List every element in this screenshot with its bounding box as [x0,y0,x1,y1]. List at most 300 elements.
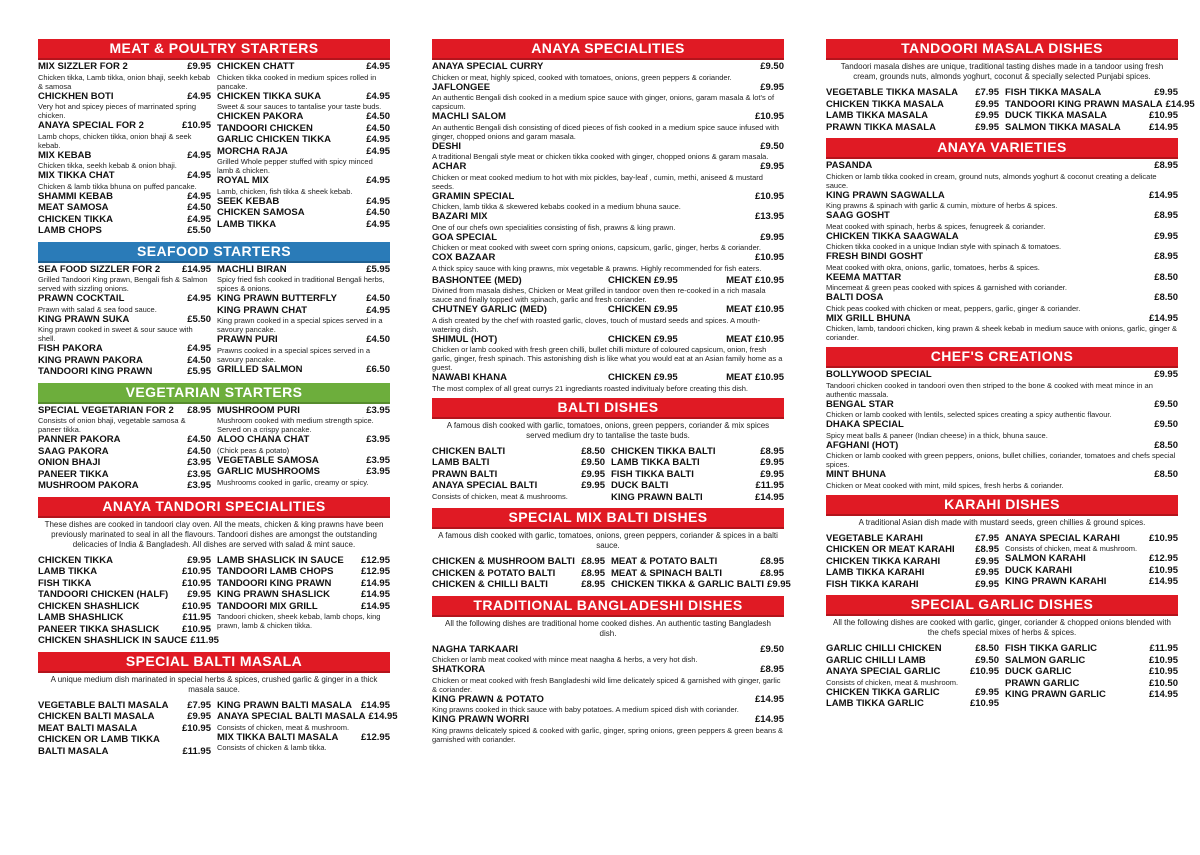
item-price: £14.95 [1148,189,1178,201]
item-column-left [38,554,219,647]
item-description: Chicken or meat, highly spiced, cooked with tomatoes, onions, green peppers & coriander. [432,72,732,82]
menu-item [38,434,211,446]
item-price: £9.95 [767,579,791,590]
item-price: £4.95 [187,170,211,181]
item-name: PRAWN PURI [217,334,278,345]
item-name: GOA SPECIAL [432,231,498,243]
menu-item-row [826,272,1178,284]
menu-item-row [217,434,390,446]
item-description: Chicken tikka, seekh kebab & onion bhaji. [38,161,177,170]
item-name: BENGAL STAR [826,398,894,410]
menu-item [217,175,390,196]
menu-item [432,469,605,481]
item-name: PANEER TIKKA [38,468,109,480]
item-name: DUCK GARLIC [1005,666,1072,677]
menu-item-row [217,123,390,135]
menu-item [826,272,1178,293]
item-price: £14.95 [360,699,390,711]
section-bangladeshi [432,643,784,746]
item-name: SEEK KEBAB [217,195,280,207]
menu-item [38,457,211,469]
item-price: £5.50 [187,313,211,325]
item-price: £5.95 [187,366,211,377]
menu-item [38,723,211,735]
menu-item [432,556,605,568]
item-name: ANAYA SPECIAL BALTI MASALA [217,711,366,722]
item-description: Tandoori chicken cooked in tandoori oven then striped to the bone & cooked with meat mince in an authentic massala. [826,380,1153,399]
menu-item [217,264,390,294]
item-name: SALMON GARLIC [1005,654,1086,666]
item-description: Very hot and spicey pieces of marrinated spring chicken. [38,102,197,120]
item-description: Chicken or lamb cooked with fresh green chilli, bullet chilli mixture of coloured capsicum, onion, fresh garlic, ginger, fresh spinach. This astonishing dish is like what you would eat at an Asian family home as a guest. [432,345,783,372]
menu-item [38,711,211,723]
section-intro-mix-balti: A famous dish cooked with garlic, tomatoes, onions, green peppers, coriander & spices in a balti sauce. [438,531,778,550]
item-price: £9.50 [581,457,605,468]
menu-item-row [826,533,999,545]
item-price: £4.95 [187,213,211,225]
item-price: £14.95 [368,711,398,722]
menu-item [217,111,390,123]
item-name: BOLLYWOOD SPECIAL [826,369,932,380]
menu-item-row [217,334,390,346]
section-intro-balti: A famous dish cooked with garlic, tomatoes, onions, green peppers, coriander & mix spices served medium dry to tantalise the taste buds. [446,420,770,440]
item-name: SPECIAL VEGETARIAN FOR 2 [38,404,174,416]
item-price: £10.95 [181,600,211,612]
menu-item-row [432,446,605,458]
item-name: GARLIC MUSHROOMS [217,466,320,477]
menu-item [38,314,211,344]
menu-item-row [432,211,784,223]
menu-item-row [432,714,784,726]
section-header-garlic: SPECIAL GARLIC DISHES [826,595,1178,616]
item-price: £8.95 [187,404,211,416]
section-header-balti-masala: SPECIAL BALTI MASALA [38,652,390,673]
menu-item-row [217,466,390,478]
item-name: CHICKEN TIKKA KARAHI [826,555,941,567]
menu-item-row [432,82,784,94]
menu-item-row [38,150,211,162]
section-header-seafood: SEAFOOD STARTERS [38,242,390,263]
item-price: £10.50 [1148,677,1178,689]
section-varieties [826,159,1178,344]
menu-item-row [1005,655,1178,667]
menu-item [826,292,1178,313]
menu-item [38,405,211,435]
item-price: £4.50 [366,334,390,345]
item-column-right [1005,643,1178,710]
menu-item [1005,689,1178,701]
menu-item [432,446,605,458]
item-column-left [826,533,999,591]
item-description: Divined from masala dishes, Chicken or Meat grilled in tandoor oven then re-cooked in a rich masala sauce and finally topped with spinach, garlic and fresh coriander. [432,286,766,304]
section-header-tandoori-masala: TANDOORI MASALA DISHES [826,39,1178,60]
menu-item-row [826,643,999,655]
item-price: £4.50 [187,445,211,457]
section-chef [826,368,1178,492]
item-description: Grilled Whole pepper stuffed with spicy minced lamb & chicken. [217,157,373,175]
item-price: £14.95 [360,577,390,589]
item-description: Chicken or lamb tikka cooked in cream, ground nuts, almonds yoghurt & coconut creating a delicate sauce. [826,171,1157,190]
item-description: Consists of chicken, meat & mushrooms. [432,491,568,501]
item-description: Spicy meat balls & paneer (Indian cheese) in a thick, bhuna sauce. [826,430,1048,440]
item-price: £8.50 [1154,439,1178,451]
item-column-right [1005,533,1178,591]
item-price: £9.95 [187,711,211,722]
item-description: Chicken or meat cooked with sweet corn spring onions, capsicum, garlic, ginger, herbs & coriander. [432,243,761,252]
item-name: SEA FOOD SIZZLER FOR 2 [38,263,161,275]
menu-item [432,579,605,591]
item-description: Chicken tikka cooked in medium spices rolled in pancake. [217,72,377,91]
menu-item-row [611,492,784,504]
item-price: £8.95 [975,544,999,555]
item-description: Chicken or meat cooked with fresh Bangladeshi wild lime delicately spiced & garnished with ginger, garlic & coriander. [432,675,781,694]
item-price: £8.95 [581,567,605,579]
item-name: CHICKEN BALTI [432,445,506,457]
item-name: KING PRAWN SHASLICK [217,589,330,600]
menu-item-row [826,110,999,122]
item-name: SHATKORA [432,664,486,675]
item-description: The most complex of all great currys 21 ingrediants roasted indivitualy before creating this dish. [432,383,748,393]
item-price: £9.95 [581,480,605,491]
menu-item [432,232,784,253]
item-name: LAMB TIKKA KARAHI [826,567,925,578]
menu-item-row [38,293,211,305]
item-price: £10.95 [1148,564,1178,576]
item-name: CHICKEN & MUSHROOM BALTI [432,556,575,567]
menu-item-row [826,698,999,710]
item-name: MIX SIZZLER FOR 2 [38,61,128,72]
item-price: £8.50 [1154,469,1178,480]
menu-item [611,579,791,591]
item-name: CHICKEN OR MEAT KARAHI [826,544,955,555]
menu-item [432,82,784,112]
item-price: £8.50 [581,445,605,457]
item-description: Meat cooked with okra, onions, garlic, tomatoes, herbs & spices. [826,262,1040,272]
menu-item-row [826,210,1178,222]
item-price: £14.95 [1148,576,1178,587]
menu-item-row [611,556,784,568]
item-name: ANAYA SPECIAL KARAHI [1005,532,1120,544]
item-name: LAMB CHOPS [38,225,102,236]
menu-item-row [432,304,784,316]
item-column-left [38,405,211,492]
section-header-balti: BALTI DISHES [432,398,784,419]
item-price: £13.95 [754,211,784,222]
section-intro-balti-masala: A unique medium dish marinated in special herbs & spices, crushed garlic & ginger in a thick masala sauce. [50,674,378,694]
item-description: A thick spicy sauce with king prawns, mix vegetable & prawns. Highly recommended for fish eaters. [432,263,762,273]
menu-item-row [38,366,211,378]
menu-item-row [1005,666,1178,678]
item-price: £8.95 [581,579,605,590]
item-description: Chicken tikka cooked in a unique Indian style with spinach & tomatoes. [826,242,1062,251]
item-name: NAWABI KHANA [432,372,507,383]
menu-item-row [38,624,211,636]
item-name: FISH TIKKA MASALA [1005,87,1102,98]
item-name: CHICKEN CHATT [217,61,295,72]
section-mix-balti [432,555,791,593]
item-name: VEGETABLE KARAHI [826,532,923,544]
item-price: £4.95 [187,149,211,161]
menu-item-row [217,264,390,276]
menu-item-row [432,61,784,73]
item-name: LAMB TIKKA [217,218,277,230]
menu-item [217,700,390,712]
item-column-left [38,264,211,378]
item-price: £8.95 [760,567,784,579]
item-name: MEAT & POTATO BALTI [611,556,718,567]
item-name: KING PRAWN CHAT [217,304,308,316]
menu-item [432,141,784,162]
item-price: £9.95 [187,61,211,72]
item-price: £9.95 [1154,87,1178,98]
item-price: £9.50 [760,140,784,152]
item-name: LAMB TIKKA [38,566,98,577]
menu-item-row [38,120,211,132]
item-name: MEAT SAMOSA [38,202,109,213]
section-meat [38,60,390,239]
item-column-right [217,264,390,378]
item-name: PRAWN BALTI [432,468,498,480]
menu-item-row [826,544,999,556]
menu-item-row [826,556,999,568]
menu-item [217,196,390,208]
menu-item [38,170,211,191]
menu-item [432,694,784,715]
item-price: £10.95 [1148,666,1178,677]
item-price: £8.50 [1154,271,1178,283]
menu-item [38,225,211,237]
item-name: BALTI MASALA [38,745,109,757]
item-name: PANEER TIKKA SHASLICK [38,623,160,635]
item-name: CHICKEN SHASHLICK [38,600,140,612]
item-price: £4.95 [366,61,390,72]
menu-item [611,492,784,504]
menu-item-row [432,556,605,568]
menu-item [611,469,784,481]
section-header-mix-balti: SPECIAL MIX BALTI DISHES [432,508,784,529]
item-price: £10.95 [181,566,211,577]
item-price: £4.95 [366,304,390,316]
menu-item-row [826,655,999,667]
item-name: CHICKEN PAKORA [217,111,304,122]
menu-item-row [826,399,1178,411]
menu-item-row [432,457,605,469]
item-name: CHICKEN SAMOSA [217,207,305,218]
item-column-left [826,87,999,133]
item-column-left [826,643,999,710]
item-column-right [611,556,791,591]
item-name: KING PRAWN WORRI [432,714,530,725]
menu-item-row [1005,533,1178,545]
menu-item [217,207,390,219]
item-price: £14.95 [1148,312,1178,324]
menu-item [38,601,211,613]
item-price: £3.95 [187,457,211,468]
item-price: £9.95 [760,468,784,480]
menu-item-row [1005,553,1178,565]
item-description: Chicken, lamb tikka & skewered kebabs cooked in a medium bhuna sauce. [432,202,681,211]
item-price-chicken: CHICKEN £9.95 [608,274,678,286]
item-name: GARLIC CHILLI CHICKEN [826,643,942,654]
menu-item [38,578,211,590]
menu-item-row [217,146,390,158]
item-name: PRAWN COCKTAIL [38,293,125,304]
section-specialities-dual [432,275,784,395]
menu-item-row [826,469,1178,481]
menu-column-3 [826,36,1195,712]
menu-item-row [611,457,784,469]
item-price: £9.95 [187,589,211,600]
item-price: £10.95 [181,577,211,589]
item-price: £12.95 [1148,553,1178,564]
item-price: £4.95 [187,90,211,102]
item-price: £4.95 [187,190,211,202]
item-price: £11.95 [755,480,784,491]
menu-item [1005,565,1178,577]
item-price: £9.95 [760,231,784,243]
item-name: CHICKEN TIKKA SAAGWALA [826,230,959,242]
item-name: PRAWN TIKKA MASALA [826,121,936,133]
item-price: £9.95 [760,457,784,468]
item-name: MIX TIKKA BALTI MASALA [217,731,339,743]
menu-item [432,714,784,744]
item-description: Consists of chicken, meat & mushroom. [826,677,959,687]
item-name: CHICKEN & POTATO BALTI [432,567,556,579]
item-name: TANDOORI KING PRAWN [38,366,153,377]
item-price: £3.95 [366,454,390,466]
item-price: £10.95 [181,120,211,131]
menu-item-row [826,87,999,99]
item-name: MUSHROOM PAKORA [38,480,139,491]
menu-item-row [217,700,390,712]
menu-item-row [217,305,390,317]
menu-item [432,644,784,665]
item-name: KING PRAWN & POTATO [432,693,544,705]
menu-item-row [432,579,605,591]
item-price: £10.95 [181,722,211,734]
section-balti-masala [38,699,398,760]
item-column-right [611,446,784,504]
menu-item-row [38,700,211,712]
item-name: FISH TIKKA GARLIC [1005,643,1098,654]
item-name: FISH TIKKA KARAHI [826,578,919,590]
item-price: £9.95 [975,110,999,121]
item-name: CHICKEN & CHILLI BALTI [432,579,548,590]
menu-item-row [38,723,211,735]
item-name: ONION BHAJI [38,457,101,468]
item-price: £10.95 [181,623,211,635]
item-price-meat: MEAT £10.95 [726,274,784,286]
menu-item-row [826,687,999,699]
menu-item [432,568,605,580]
item-description: Chicken tikka, Lamb tikka, onion bhaji, seekh kebab & samosa [38,72,211,91]
menu-item-row [38,343,211,355]
item-name: KING PRAWN BALTI [611,491,703,503]
item-price: £5.50 [187,225,211,236]
menu-item-row [432,568,605,580]
item-price: £9.95 [581,468,605,480]
item-price: £10.95 [969,666,999,677]
item-description: Chicken or meat cooked medium to hot with mix pickles, bay-leaf , cumin, methi, aniseed & mustard seeds. [432,172,763,191]
item-price: £9.50 [760,61,784,72]
item-price: £4.50 [366,293,390,304]
menu-item-row [217,207,390,219]
item-price: £10.95 [754,252,784,263]
menu-item [826,440,1178,470]
item-column-right [217,405,390,492]
menu-item [217,305,390,335]
item-description: Consists of chicken, meat & mushroom. [217,722,350,732]
item-name: LAMB BALTI [432,457,490,468]
menu-item-row [826,231,1178,243]
menu-item-row [1005,87,1178,99]
menu-item [1005,678,1178,690]
menu-item [1005,110,1178,122]
item-description: Lamb, chicken, fish tikka & sheek kebab. [217,186,353,196]
item-description: Chicken or lamb meat cooked with mince meat naagha & herbs, a very hot dish. [432,655,698,664]
menu-item [432,372,784,393]
menu-column-2 [432,36,791,746]
item-price: £8.95 [760,664,784,675]
item-name: CHICKEN TIKKA GARLIC [826,686,940,698]
menu-item-row [217,711,398,723]
menu-item-row [38,635,219,647]
section-header-meat: MEAT & POULTRY STARTERS [38,39,390,60]
menu-item [826,110,999,122]
section-tandoori-masala [826,86,1195,135]
item-name: SAAG GOSHT [826,210,890,221]
menu-item-row [826,292,1178,304]
menu-item [826,122,999,134]
menu-item-row [1005,678,1178,690]
item-price: £12.95 [360,566,390,577]
menu-item [826,556,999,568]
item-description: Chicken or lamb cooked with green peppers, onions, bullet chillies, coriander, tomatoes and chefs special spices. [826,451,1176,469]
item-description: Prawns cooked in a special spices served in a savoury pancake. [217,345,370,364]
item-name: MORCHA RAJA [217,145,288,157]
item-name: SALMON KARAHI [1005,553,1086,564]
item-price: £9.95 [975,567,999,578]
item-name: TANDOORI CHICKEN [217,122,313,134]
menu-item [826,579,999,591]
menu-item [826,666,999,687]
menu-item-row [217,578,390,590]
menu-item [432,304,784,334]
item-name: KING PRAWN SAGWALLA [826,189,945,201]
section-intro-tandoori-masala: Tandoori masala dishes are unique, traditional tasting dishes made in a tandoor using fresh cream, grounds nuts, almonds yoghurt, coconut & specially selected Punjabi spices. [840,62,1164,81]
menu-item [38,150,211,171]
menu-item-row [432,232,784,244]
menu-item [38,589,211,601]
item-description: Chicken, lamb, tandoori chicken, king prawn & sheek kebab in medium sauce with onions, garlic, ginger & coriander. [826,324,1178,342]
item-name: ACHAR [432,161,467,172]
item-name: BASHONTEE (MED) [432,274,522,286]
menu-item [38,469,211,481]
menu-item [1005,122,1178,134]
menu-item [432,252,784,273]
item-name: AFGHANI (HOT) [826,439,899,451]
item-name: TANDOORI CHICKEN (HALF) [38,589,169,600]
section-intro-tandori: These dishes are cooked in tandoori clay oven. All the meats, chicken & king prawns have been previously marinated to seal in all the flavours. Tandoori dishes are amongst the outstanding delicacies of India & Bangladesh. All dishes are served with salad & mint sauce. [44,519,384,549]
item-name: KING PRAWN SUKA [38,313,130,325]
item-description: One of our chefs own specialities consisting of fish, prawns & king prawn. [432,222,676,232]
item-name: LAMB TIKKA BALTI [611,457,700,468]
item-name: PASANDA [826,160,873,171]
menu-item [38,746,211,758]
menu-item-row [38,446,211,458]
menu-item [217,601,390,631]
menu-item [38,480,211,492]
